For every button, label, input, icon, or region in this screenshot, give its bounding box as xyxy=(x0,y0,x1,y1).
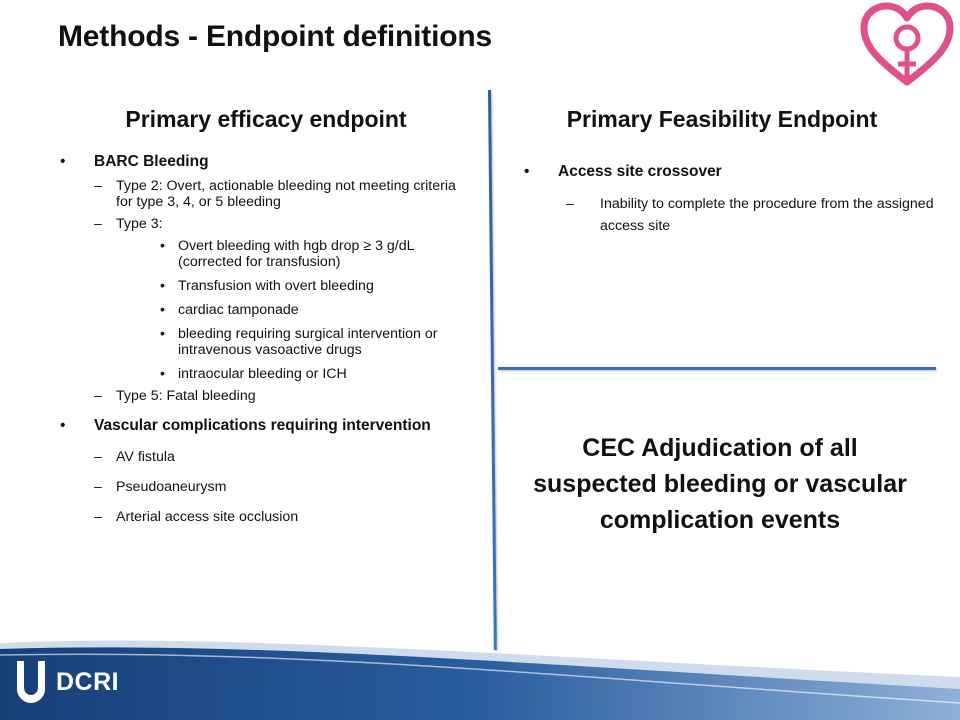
sub-bullet-text: Pseudoaneurysm xyxy=(116,479,227,495)
list-item: – Arterial access site occlusion xyxy=(94,509,299,525)
slide-title: Methods - Endpoint definitions xyxy=(58,20,492,53)
footer-wave-band xyxy=(0,633,960,720)
horizontal-divider xyxy=(498,367,936,370)
sub-sub-bullet-text: cardiac tamponade xyxy=(178,302,299,318)
list-item xyxy=(524,162,934,181)
list-item: – Type 3: xyxy=(94,216,163,232)
heart-venus-logo-icon xyxy=(858,2,956,88)
list-item: – Type 5: Fatal bleeding xyxy=(94,388,256,404)
duke-shield-icon xyxy=(14,659,48,705)
sub-bullet-text: Type 2: Overt, actionable bleeding not meeting criteria for type 3, 4, or 5 bleeding xyxy=(116,178,456,210)
sub-sub-bullet-text: intraocular bleeding or ICH xyxy=(178,366,347,382)
sub-bullet-text: Inability to complete the procedure from the assigned access site xyxy=(600,196,934,234)
list-item xyxy=(60,326,470,358)
feasibility-endpoint-heading: Primary Feasibility Endpoint xyxy=(566,106,878,132)
cec-adjudication-text: CEC Adjudication of all suspected bleeding or vascular complication events xyxy=(533,434,907,534)
list-item: – Pseudoaneurysm xyxy=(94,479,227,495)
bullet-text: Vascular complications requiring intervention xyxy=(94,417,431,434)
sub-bullet-text: Arterial access site occlusion xyxy=(116,509,299,525)
sub-sub-bullet-text: Overt bleeding with hgb drop ≥ 3 g/dL (corrected for transfusion) xyxy=(178,238,414,270)
sub-bullet-text: Type 5: Fatal bleeding xyxy=(116,388,256,404)
dcri-logo xyxy=(14,659,119,705)
list-item: – AV fistula xyxy=(94,449,175,465)
sub-sub-bullet-text: bleeding requiring surgical intervention or intravenous vasoactive drugs xyxy=(178,326,438,358)
bullet-text: BARC Bleeding xyxy=(94,153,209,170)
list-item xyxy=(60,416,470,435)
list-item: – Type 2: Overt, actionable bleeding not meeting criteria for type 3, 4, or 5 bleeding xyxy=(94,178,456,210)
list-item xyxy=(60,278,470,294)
dcri-logo-text: DCRI xyxy=(56,667,120,696)
sub-bullet-text: AV fistula xyxy=(116,449,175,465)
bullet-text: Access site crossover xyxy=(558,163,722,180)
list-item xyxy=(60,366,470,382)
efficacy-endpoint-heading: Primary efficacy endpoint xyxy=(125,106,407,132)
feasibility-bullet-list xyxy=(524,162,934,237)
list-item xyxy=(60,302,470,318)
sub-bullet-text: Type 3: xyxy=(116,216,163,232)
vertical-divider xyxy=(488,90,497,650)
efficacy-bullet-list xyxy=(60,152,470,525)
list-item: – Inability to complete the procedure from the assigned access site xyxy=(566,196,934,234)
list-item xyxy=(60,152,470,171)
sub-sub-bullet-text: Transfusion with overt bleeding xyxy=(178,278,374,294)
list-item xyxy=(60,238,470,270)
